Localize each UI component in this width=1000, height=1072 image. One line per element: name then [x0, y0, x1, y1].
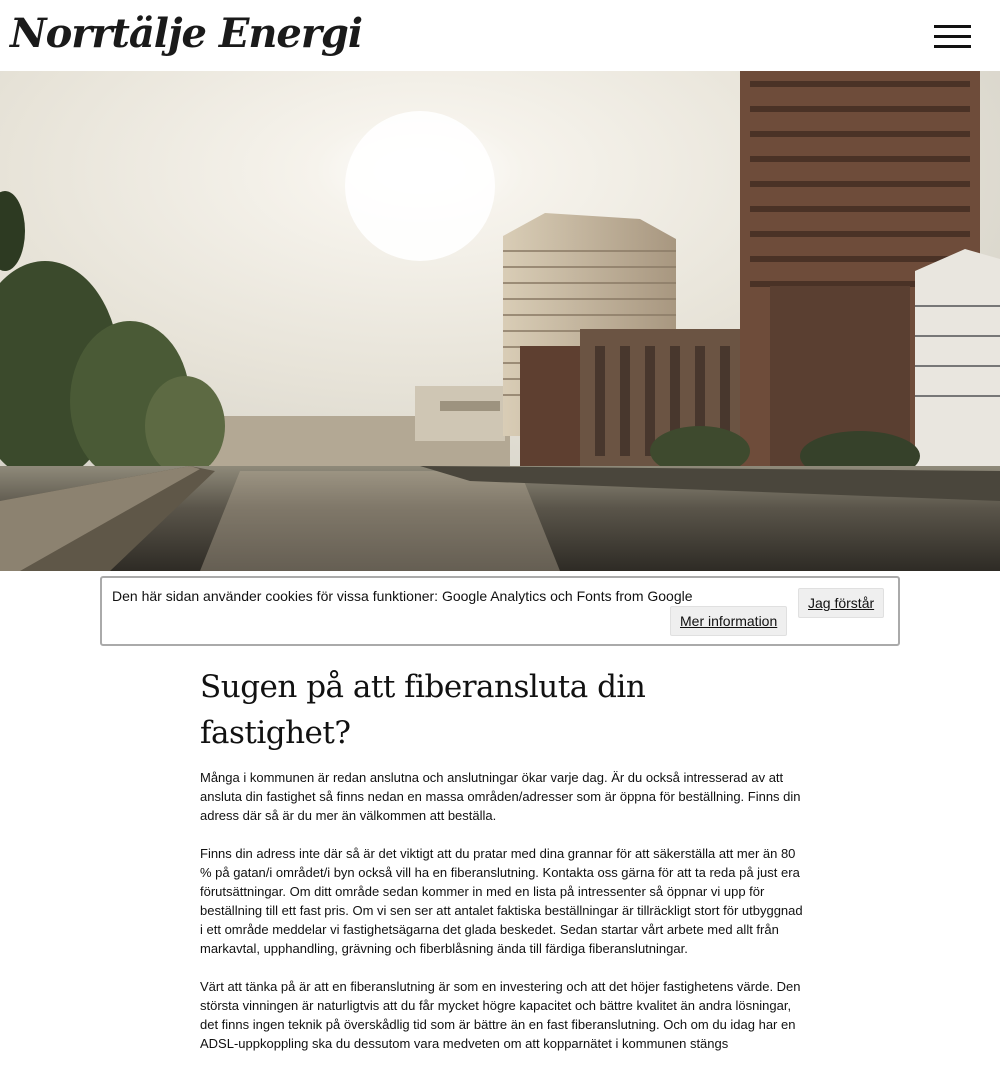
info-paragraph: Finns din adress inte där så är det viktigt att du pratar med dina grannar för att säkerställa att mer än 80 % på gatan/i området/i byn också vill ha en fiberanslutning. Kontakta oss gärna för att ta reda på just era förutsättningar. Om ditt område sedan kommer in med en lista på intressenter så öppnar vi upp för beställning till ett fast pris. Om vi sen ser att antalet faktiska beställningar är tillräckligt stort för utbyggnad i ett område meddelar vi fastighetsägarna det glada beskedet. Sedan startar vårt arbete med allt från markavtal, upphandling, grävning och fiberblåsning ända till färdiga fiberanslutningar. [200, 846, 803, 956]
site-header [0, 0, 1000, 71]
hamburger-bar [934, 35, 971, 38]
page-title: Sugen på att fiberansluta din fastighet? [200, 669, 646, 751]
city-waterfront-photo [0, 71, 1000, 571]
hamburger-bar [934, 45, 971, 48]
hero-image [0, 71, 1000, 571]
intro-paragraph: Många i kommunen är redan anslutna och anslutningar ökar varje dag. Är du också intresserad av att ansluta din fastighet så finns nedan en massa områden/adresser som är öppna för beställning. Finns din adress där så är du mer än välkommen att beställa. [200, 770, 801, 823]
site-logo[interactable]: Norrtälje Energi [10, 10, 363, 57]
accept-cookies-button[interactable]: Jag förstår [798, 588, 884, 618]
cookie-message: Den här sidan använder cookies för vissa funktioner: Google Analytics och Fonts from Google [112, 588, 693, 604]
main-content [200, 664, 804, 1072]
cookie-banner [100, 576, 900, 646]
more-info-button[interactable]: Mer information [670, 606, 787, 636]
hamburger-menu-icon[interactable] [934, 25, 971, 49]
hamburger-bar [934, 25, 971, 28]
value-paragraph: Värt att tänka på är att en fiberanslutning är som en investering och att det höjer fastighetens värde. Den största vinningen är naturligtvis att du får mycket högre kapacitet och bättre kvalitet än andra lösningar, det finns ingen teknik på överskådlig tid som är bättre än en fast fiberanslutning. Och om du idag har en ADSL-uppkoppling ska du dessutom vara medveten om att kopparnätet i kommunen stängs [200, 979, 801, 1051]
